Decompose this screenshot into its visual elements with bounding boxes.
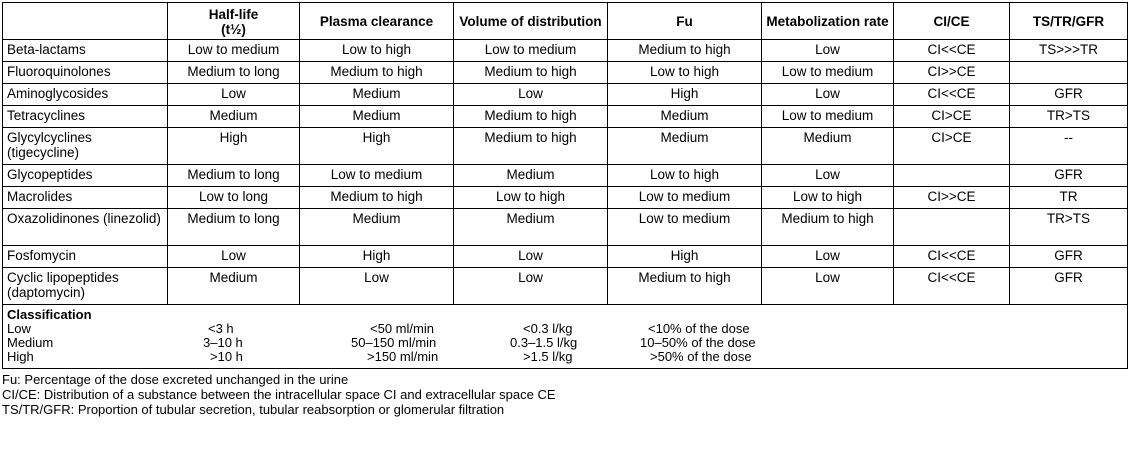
metabolization-cell: Medium [762, 128, 894, 165]
footnotes [2, 372, 1127, 417]
table-row [3, 62, 1128, 84]
header-ci-ce: CI/CE [894, 3, 1010, 40]
table-row [3, 209, 1128, 246]
ts-tr-gfr-cell: TR>TS [1010, 209, 1128, 246]
metabolization-cell: Low [762, 246, 894, 268]
fu-cell: Medium [608, 106, 762, 128]
header-blank [3, 3, 168, 40]
classification-fu: >50% of the dose [650, 349, 752, 364]
classification-cell [3, 305, 1128, 369]
classification-fu: <10% of the dose [648, 321, 750, 336]
classification-fu: 10–50% of the dose [640, 335, 756, 350]
ci-ce-cell: CI>CE [894, 128, 1010, 165]
classification-volume: >1.5 l/kg [523, 349, 573, 364]
half-life-cell: Low [168, 84, 300, 106]
drug-name: Cyclic lipopeptides (daptomycin) [3, 268, 168, 305]
fu-cell: Medium to high [608, 268, 762, 305]
classification-clearance: 50–150 ml/min [351, 335, 437, 350]
fu-cell: High [608, 246, 762, 268]
table-row [3, 40, 1128, 62]
fu-cell: Low to medium [608, 209, 762, 246]
drug-name: Tetracyclines [3, 106, 168, 128]
classification-medium [7, 336, 1123, 350]
volume-cell: Medium [454, 165, 608, 187]
drug-name: Glycopeptides [3, 165, 168, 187]
volume-cell: Low to high [454, 187, 608, 209]
clearance-cell: High [300, 128, 454, 165]
classification-high [7, 350, 1123, 364]
drug-name: Macrolides [3, 187, 168, 209]
header-fu: Fu [608, 3, 762, 40]
classification-clearance: <50 ml/min [370, 321, 434, 336]
drug-name: Aminoglycosides [3, 84, 168, 106]
ci-ce-cell: CI<<CE [894, 40, 1010, 62]
clearance-cell: Medium to high [300, 62, 454, 84]
ci-ce-cell [894, 209, 1010, 246]
metabolization-cell: Medium to high [762, 209, 894, 246]
drug-name: Fluoroquinolones [3, 62, 168, 84]
drug-name: Fosfomycin [3, 246, 168, 268]
volume-cell: Low [454, 84, 608, 106]
metabolization-cell: Low to medium [762, 106, 894, 128]
pharmacokinetics-table [2, 2, 1128, 369]
fu-cell: Medium [608, 128, 762, 165]
table-row [3, 187, 1128, 209]
ci-ce-cell: CI<<CE [894, 84, 1010, 106]
table-row [3, 246, 1128, 268]
classification-low [7, 322, 1123, 336]
metabolization-cell: Low [762, 84, 894, 106]
metabolization-cell: Low [762, 165, 894, 187]
volume-cell: Low [454, 268, 608, 305]
volume-cell: Medium to high [454, 106, 608, 128]
header-plasma-clearance: Plasma clearance [300, 3, 454, 40]
half-life-cell: Medium [168, 268, 300, 305]
metabolization-cell: Low [762, 268, 894, 305]
ci-ce-cell: CI>>CE [894, 62, 1010, 84]
clearance-cell: Medium [300, 106, 454, 128]
ci-ce-cell: CI>CE [894, 106, 1010, 128]
fu-cell: Low to high [608, 165, 762, 187]
classification-half-life: 3–10 h [203, 335, 243, 350]
antibiotic-pharmacokinetics-table-container [2, 2, 1127, 417]
clearance-cell: Low to high [300, 40, 454, 62]
fu-cell: Low to high [608, 62, 762, 84]
clearance-cell: Low to medium [300, 165, 454, 187]
ci-ce-cell [894, 165, 1010, 187]
clearance-cell: Medium to high [300, 187, 454, 209]
volume-cell: Medium to high [454, 128, 608, 165]
ts-tr-gfr-cell: TS>>>TR [1010, 40, 1128, 62]
ci-ce-cell: CI<<CE [894, 268, 1010, 305]
ci-ce-cell: CI<<CE [894, 246, 1010, 268]
ts-tr-gfr-cell: TR>TS [1010, 106, 1128, 128]
drug-name: Glycylcyclines (tigecycline) [3, 128, 168, 165]
metabolization-cell: Low [762, 40, 894, 62]
header-half-life-line1: Half-life [208, 6, 259, 22]
classification-volume: 0.3–1.5 l/kg [510, 335, 578, 350]
volume-cell: Low to medium [454, 40, 608, 62]
ts-tr-gfr-cell: GFR [1010, 268, 1128, 305]
table-row [3, 165, 1128, 187]
classification-row [3, 305, 1128, 369]
half-life-cell: Medium to long [168, 209, 300, 246]
footnote-ts-tr-gfr: TS/TR/GFR: Proportion of tubular secretion, tubular reabsorption or glomerular filtration [2, 402, 505, 417]
half-life-cell: Medium to long [168, 165, 300, 187]
table-row [3, 106, 1128, 128]
clearance-cell: High [300, 246, 454, 268]
volume-cell: Medium to high [454, 62, 608, 84]
fu-cell: High [608, 84, 762, 106]
metabolization-cell: Low to high [762, 187, 894, 209]
header-half-life [168, 3, 300, 40]
classification-volume: <0.3 l/kg [523, 321, 573, 336]
half-life-cell: Low to medium [168, 40, 300, 62]
classification-half-life: <3 h [208, 321, 234, 336]
clearance-cell: Medium [300, 84, 454, 106]
ts-tr-gfr-cell: GFR [1010, 246, 1128, 268]
table-row [3, 268, 1128, 305]
metabolization-cell: Low to medium [762, 62, 894, 84]
ts-tr-gfr-cell: GFR [1010, 165, 1128, 187]
footnote-ci-ce: CI/CE: Distribution of a substance between the intracellular space CI and extracellular space CE [2, 387, 556, 402]
ts-tr-gfr-cell: GFR [1010, 84, 1128, 106]
classification-title: Classification [7, 307, 92, 322]
header-half-life-line2: (t½) [221, 21, 246, 37]
ts-tr-gfr-cell: -- [1010, 128, 1128, 165]
volume-cell: Medium [454, 209, 608, 246]
header-metabolization-rate: Metabolization rate [762, 3, 894, 40]
half-life-cell: Low [168, 246, 300, 268]
classification-half-life: >10 h [210, 349, 243, 364]
table-row [3, 128, 1128, 165]
volume-cell: Low [454, 246, 608, 268]
footnote-fu: Fu: Percentage of the dose excreted unchanged in the urine [2, 372, 349, 387]
table-row [3, 84, 1128, 106]
header-ts-tr-gfr: TS/TR/GFR [1010, 3, 1128, 40]
fu-cell: Low to medium [608, 187, 762, 209]
ts-tr-gfr-cell: TR [1010, 187, 1128, 209]
drug-name: Beta-lactams [3, 40, 168, 62]
ts-tr-gfr-cell [1010, 62, 1128, 84]
half-life-cell: Medium [168, 106, 300, 128]
classification-clearance: >150 ml/min [367, 349, 439, 364]
clearance-cell: Low [300, 268, 454, 305]
header-row [3, 3, 1128, 40]
half-life-cell: High [168, 128, 300, 165]
half-life-cell: Low to long [168, 187, 300, 209]
header-volume-of-distribution: Volume of distribution [454, 3, 608, 40]
classification-label: High [7, 349, 34, 364]
half-life-cell: Medium to long [168, 62, 300, 84]
drug-name: Oxazolidinones (linezolid) [3, 209, 168, 246]
classification-label: Low [7, 321, 31, 336]
classification-label: Medium [7, 335, 54, 350]
fu-cell: Medium to high [608, 40, 762, 62]
ci-ce-cell: CI>>CE [894, 187, 1010, 209]
clearance-cell: Medium [300, 209, 454, 246]
